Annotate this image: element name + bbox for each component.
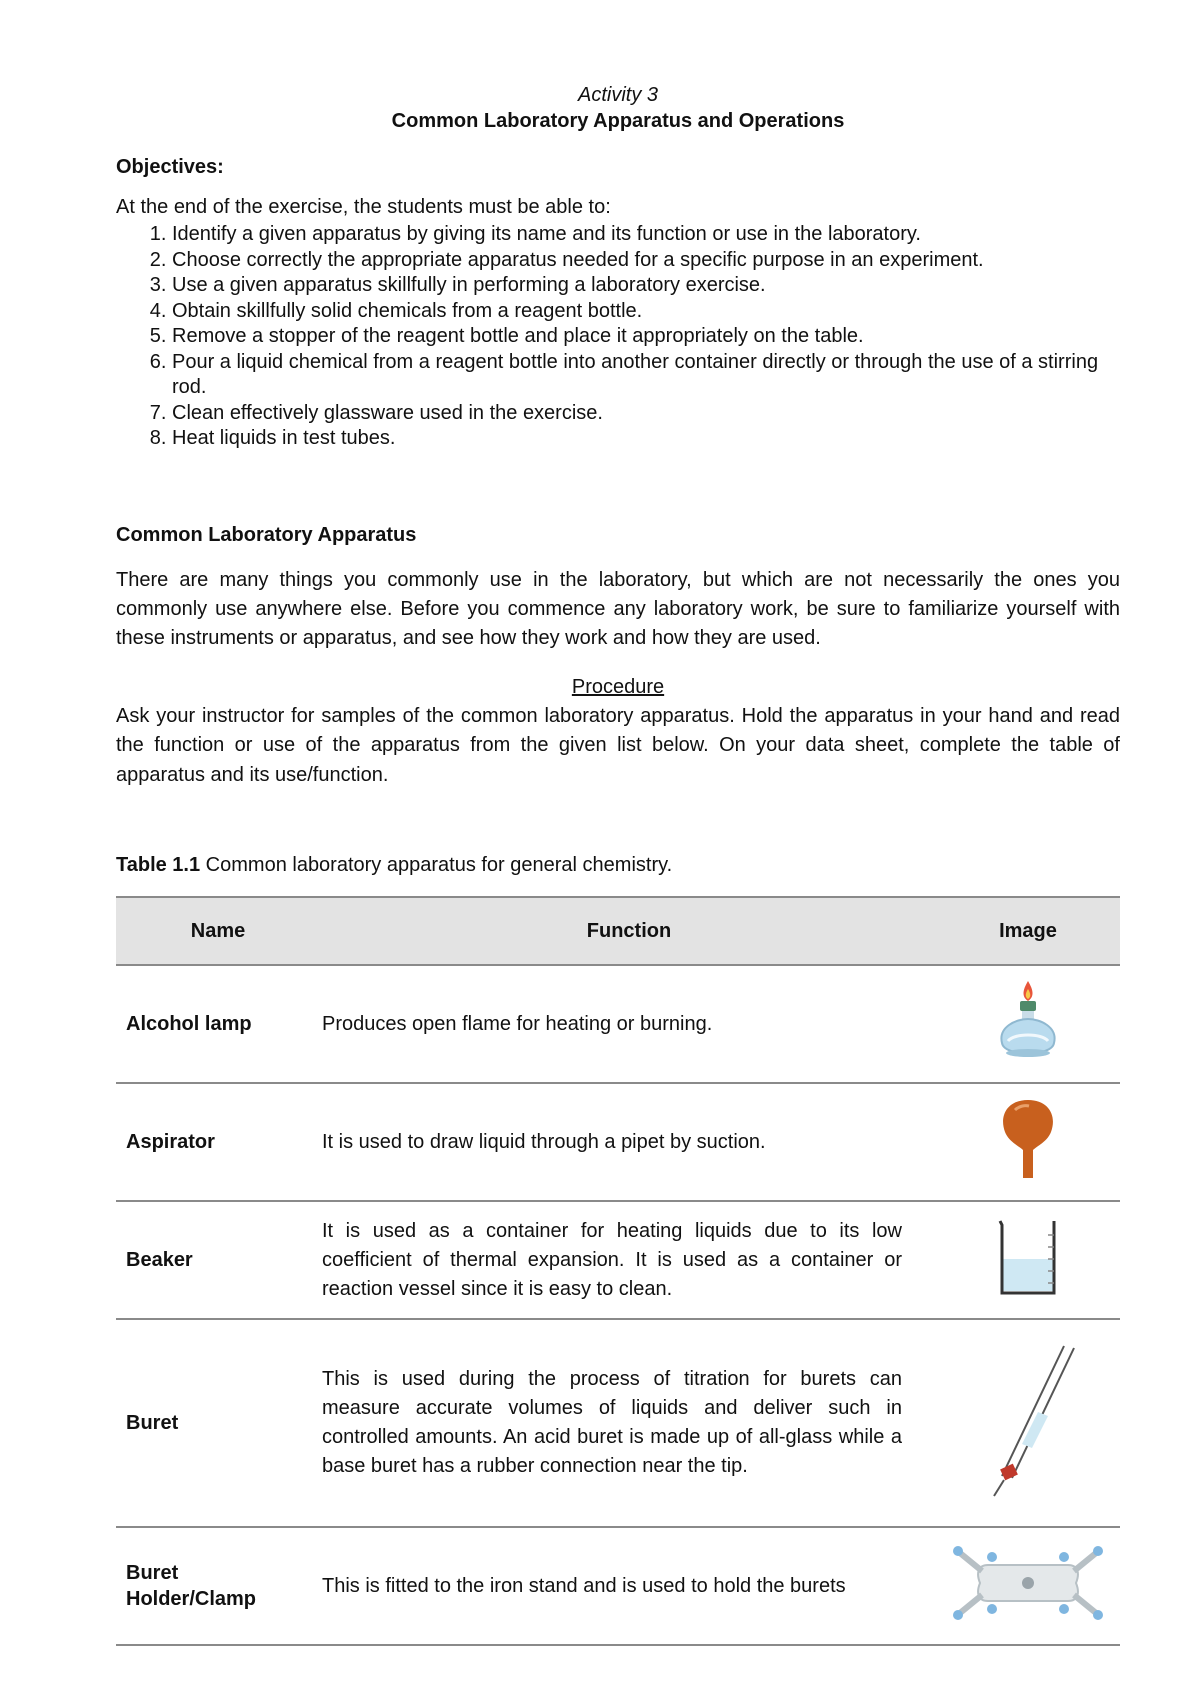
column-header-image: Image: [936, 897, 1120, 965]
list-item: 4. Obtain skillfully solid chemicals from a reagent bottle.: [172, 299, 1120, 325]
apparatus-function: Produces open flame for heating or burning.: [321, 965, 936, 1083]
table-caption-label: Table 1.1: [116, 854, 201, 876]
list-item: 5. Remove a stopper of the reagent bottle and place it appropriately on the table.: [172, 324, 1120, 350]
table-row: [116, 1319, 1120, 1527]
column-header-name: Name: [116, 897, 321, 965]
objectives-list: [116, 222, 1120, 452]
apparatus-name-text: Aspirator: [126, 1131, 215, 1153]
apparatus-name: [116, 965, 321, 1083]
table-row: [116, 1201, 1120, 1319]
beaker-icon: [992, 1215, 1064, 1299]
apparatus-image-cell: [936, 1527, 1120, 1645]
apparatus-image-cell: [936, 1201, 1120, 1319]
list-item: 3. Use a given apparatus skillfully in performing a laboratory exercise.: [172, 273, 1120, 299]
apparatus-image-cell: [936, 1319, 1120, 1527]
apparatus-name-text: Buret: [126, 1412, 179, 1434]
apparatus-name-text: Holder/Clamp: [126, 1588, 257, 1610]
apparatus-function: This is used during the process of titration for burets can measure accurate volumes of liquids and deliver such in controlled amounts. An acid buret is made up of all-glass while a base buret has a rubber connection near the tip.: [321, 1319, 936, 1527]
buret-icon: [968, 1340, 1088, 1500]
buret-clamp-icon: [948, 1543, 1108, 1623]
table-caption: [116, 852, 1120, 878]
apparatus-function: It is used as a container for heating liquids due to its low coefficient of thermal expansion. It is used as a container or reaction vessel since it is easy to clean.: [321, 1201, 936, 1319]
objectives-intro: At the end of the exercise, the students must be able to:: [116, 196, 611, 218]
activity-label: Activity 3: [577, 84, 659, 106]
apparatus-table: [116, 896, 1120, 1646]
apparatus-paragraph: There are many things you commonly use in the laboratory, but which are not necessarily the ones you commonly use anywhere else. Before you commence any laboratory work, be sure to familiarize yourself with these instruments or apparatus, and see how they work and how they are used.: [116, 568, 1120, 649]
apparatus-image-cell: [936, 965, 1120, 1083]
apparatus-name: [116, 1201, 321, 1319]
apparatus-name: [116, 1083, 321, 1201]
table-header-row: [116, 897, 1120, 965]
apparatus-name: [116, 1319, 321, 1527]
list-item: 6. Pour a liquid chemical from a reagent bottle into another container directly or through the use of a stirring rod.: [172, 350, 1120, 401]
apparatus-name: [116, 1527, 321, 1645]
table-row: [116, 1083, 1120, 1201]
table-caption-text: Common laboratory apparatus for general chemistry.: [200, 854, 673, 876]
list-item: 2. Choose correctly the appropriate apparatus needed for a specific purpose in an experiment.: [172, 248, 1120, 274]
apparatus-function: It is used to draw liquid through a pipet by suction.: [321, 1083, 936, 1201]
list-item: 7. Clean effectively glassware used in the exercise.: [172, 401, 1120, 427]
apparatus-function: This is fitted to the iron stand and is used to hold the burets: [321, 1527, 936, 1645]
aspirator-icon: [993, 1094, 1063, 1184]
list-item: 8. Heat liquids in test tubes.: [172, 426, 1120, 452]
page-title: Common Laboratory Apparatus and Operations: [391, 110, 845, 132]
apparatus-name-text: Alcohol lamp: [126, 1013, 252, 1035]
apparatus-image-cell: [936, 1083, 1120, 1201]
apparatus-heading: Common Laboratory Apparatus: [116, 523, 417, 546]
table-row: [116, 1527, 1120, 1645]
column-header-function: Function: [321, 897, 936, 965]
apparatus-name-text: Beaker: [126, 1249, 193, 1271]
objectives-heading: Objectives:: [116, 156, 224, 178]
alcohol-lamp-icon: [988, 973, 1068, 1069]
procedure-text: Ask your instructor for samples of the common laboratory apparatus. Hold the apparatus in your hand and read the function or use of the apparatus from the given list below. On your data sheet, complete the table of apparatus and its use/function.: [116, 704, 1120, 786]
procedure-title: Procedure: [571, 675, 665, 698]
apparatus-name-text: Buret: [126, 1562, 179, 1584]
list-item: 1. Identify a given apparatus by giving its name and its function or use in the laboratory.: [172, 222, 1120, 248]
table-row: [116, 965, 1120, 1083]
document-page: [116, 82, 1120, 1646]
